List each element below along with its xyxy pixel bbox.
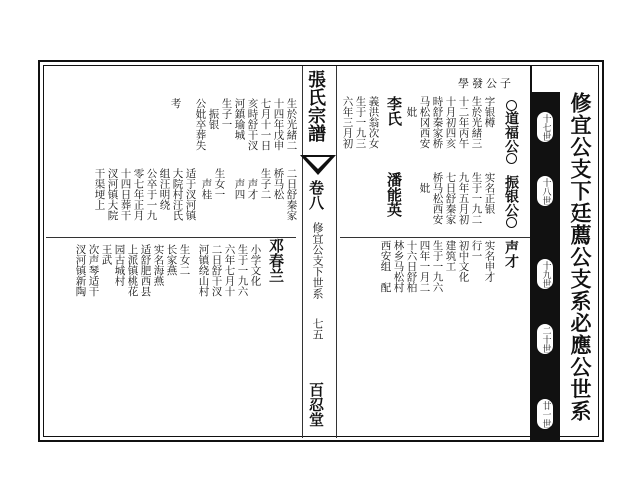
- middle-divider-right: [340, 237, 530, 238]
- daofu-line: 生於光緒三: [470, 96, 483, 149]
- shengcai-line: 建筑工: [444, 240, 457, 272]
- person-lishi: 李氏: [385, 96, 403, 126]
- spine-right-line: [336, 66, 337, 438]
- top-left-line2: 大院村汪氏: [171, 168, 184, 221]
- daofu-line: 十月初四亥: [444, 96, 457, 149]
- shengcai-line: 林乡马松村: [392, 240, 405, 293]
- lishi-line: 六年三月初: [341, 96, 354, 149]
- top-left-line: 七月十一日: [259, 98, 272, 151]
- person-daofu: 道福公: [504, 100, 518, 164]
- daofu-line: 十二年丙午: [457, 96, 470, 149]
- circle-marker: [506, 153, 517, 164]
- generation-badge: 廿一世: [535, 397, 555, 431]
- shengcai-line: 十六日舒柏: [405, 240, 418, 293]
- top-left-line: 十四年戊申: [272, 98, 285, 151]
- shengcai-line: 生于一九六: [431, 240, 444, 293]
- person-pannengying: 潘能英: [385, 172, 403, 217]
- top-left-line2: 声桂: [200, 168, 213, 200]
- top-left-line2: 桥马松: [272, 168, 285, 200]
- top-left-line: 生子一: [220, 98, 233, 130]
- zhenyin-line: 妣: [418, 172, 431, 193]
- zhenyin-line: 桥马松西安: [431, 172, 444, 225]
- top-left-line2: 生女一: [213, 168, 226, 200]
- deng-line: 六年七月十: [223, 244, 236, 297]
- deng-line: 小学文化: [249, 244, 262, 286]
- deng-line: 生于一九六: [236, 244, 249, 297]
- person-shengcai: 声才: [503, 240, 519, 268]
- person-zhenyin: 振银公: [504, 175, 518, 228]
- top-left-line: 生於光緒二: [285, 98, 298, 151]
- deng-line: 适舒肥西县: [139, 244, 152, 297]
- top-left-line2: 组汪明绕: [158, 168, 171, 210]
- shengcai-line: 行一: [470, 240, 483, 261]
- deng-line: 上派镇桃花: [126, 244, 139, 297]
- top-left-line: 公妣卒葬失: [194, 98, 207, 151]
- daofu-line: 马松冈西安: [418, 96, 431, 149]
- section-label: 修宜公支下世系: [311, 222, 324, 299]
- top-left-line2: 生子二: [259, 168, 272, 200]
- zhenyin-line: 九年五月初: [457, 172, 470, 225]
- deng-line: 河镇绕山村: [197, 244, 210, 297]
- page-number: 七五: [311, 318, 324, 340]
- generation-badge: 二十世: [535, 322, 555, 356]
- circle-marker: [506, 217, 517, 228]
- person-dengchunlan: 邓春兰: [267, 238, 285, 283]
- daofu-line: 時舒秦家桥: [431, 96, 444, 149]
- deng-line: 二日舒干汊: [210, 244, 223, 297]
- deng-line: 长家燕: [165, 244, 178, 276]
- deng-line: 生女二: [178, 244, 191, 276]
- top-left-line2: 公卒于一九: [145, 168, 158, 221]
- page-header: 學發公子: [458, 77, 514, 90]
- deng-line: 园古城村: [113, 244, 126, 286]
- top-left-line2: 声四: [233, 168, 246, 200]
- spine-left-line: [302, 66, 303, 438]
- top-left-line2: 声才: [246, 168, 259, 200]
- shengcai-line: 实名申才: [483, 240, 496, 282]
- lishi-line: 義洪翁次女: [367, 96, 380, 149]
- zhenyin-line: 实名正银: [483, 172, 496, 214]
- daofu-line: 妣: [405, 96, 418, 117]
- top-left-line2: 二日舒秦家: [285, 168, 298, 221]
- top-left-line2: 十四日葬干: [119, 168, 132, 221]
- book-title: 張氏宗譜: [305, 70, 326, 142]
- shengcai-line: 初中文化: [457, 240, 470, 282]
- zhenyin-line: 七日舒秦家: [444, 172, 457, 225]
- top-left-line: 河鎮瑜城: [233, 98, 246, 140]
- deng-line: 实名海燕: [152, 244, 165, 286]
- generation-badge: 十九世: [535, 257, 555, 291]
- shengcai-line: 西安组 配: [379, 240, 392, 293]
- middle-divider: [46, 237, 296, 238]
- circle-marker: [506, 100, 517, 111]
- deng-line: 汊河镇新陶: [74, 244, 87, 297]
- zhenyin-line: 生于一九二: [470, 172, 483, 225]
- lineage-title: 修宜公支下廷薦公支系必應公世系: [568, 92, 593, 422]
- deng-line: 次声琴适干: [87, 244, 100, 297]
- top-left-line: 亥時舒干汊: [246, 98, 259, 151]
- volume-label: 卷八: [307, 180, 325, 210]
- spine-triangle-icon: [300, 155, 336, 177]
- hall-name: 百忍堂: [307, 382, 325, 427]
- top-left-line2: 适于汊河镇: [184, 168, 197, 221]
- top-left-line: 考: [169, 98, 182, 109]
- deng-line: 王武: [100, 244, 113, 265]
- lishi-line: 生于一九三: [354, 96, 367, 149]
- shengcai-line: 四年一月二: [418, 240, 431, 293]
- top-left-line2: 汊河镇大院: [106, 168, 119, 221]
- daofu-line: 字银樽: [483, 96, 496, 128]
- top-left-line2: 干渠埂上: [93, 168, 106, 210]
- generation-badge: 十七世: [535, 110, 555, 144]
- top-left-line2: 零七年正月: [132, 168, 145, 221]
- top-left-line: 振银: [207, 98, 220, 130]
- generation-badge: 十八世: [535, 174, 555, 208]
- generation-column: [530, 92, 560, 440]
